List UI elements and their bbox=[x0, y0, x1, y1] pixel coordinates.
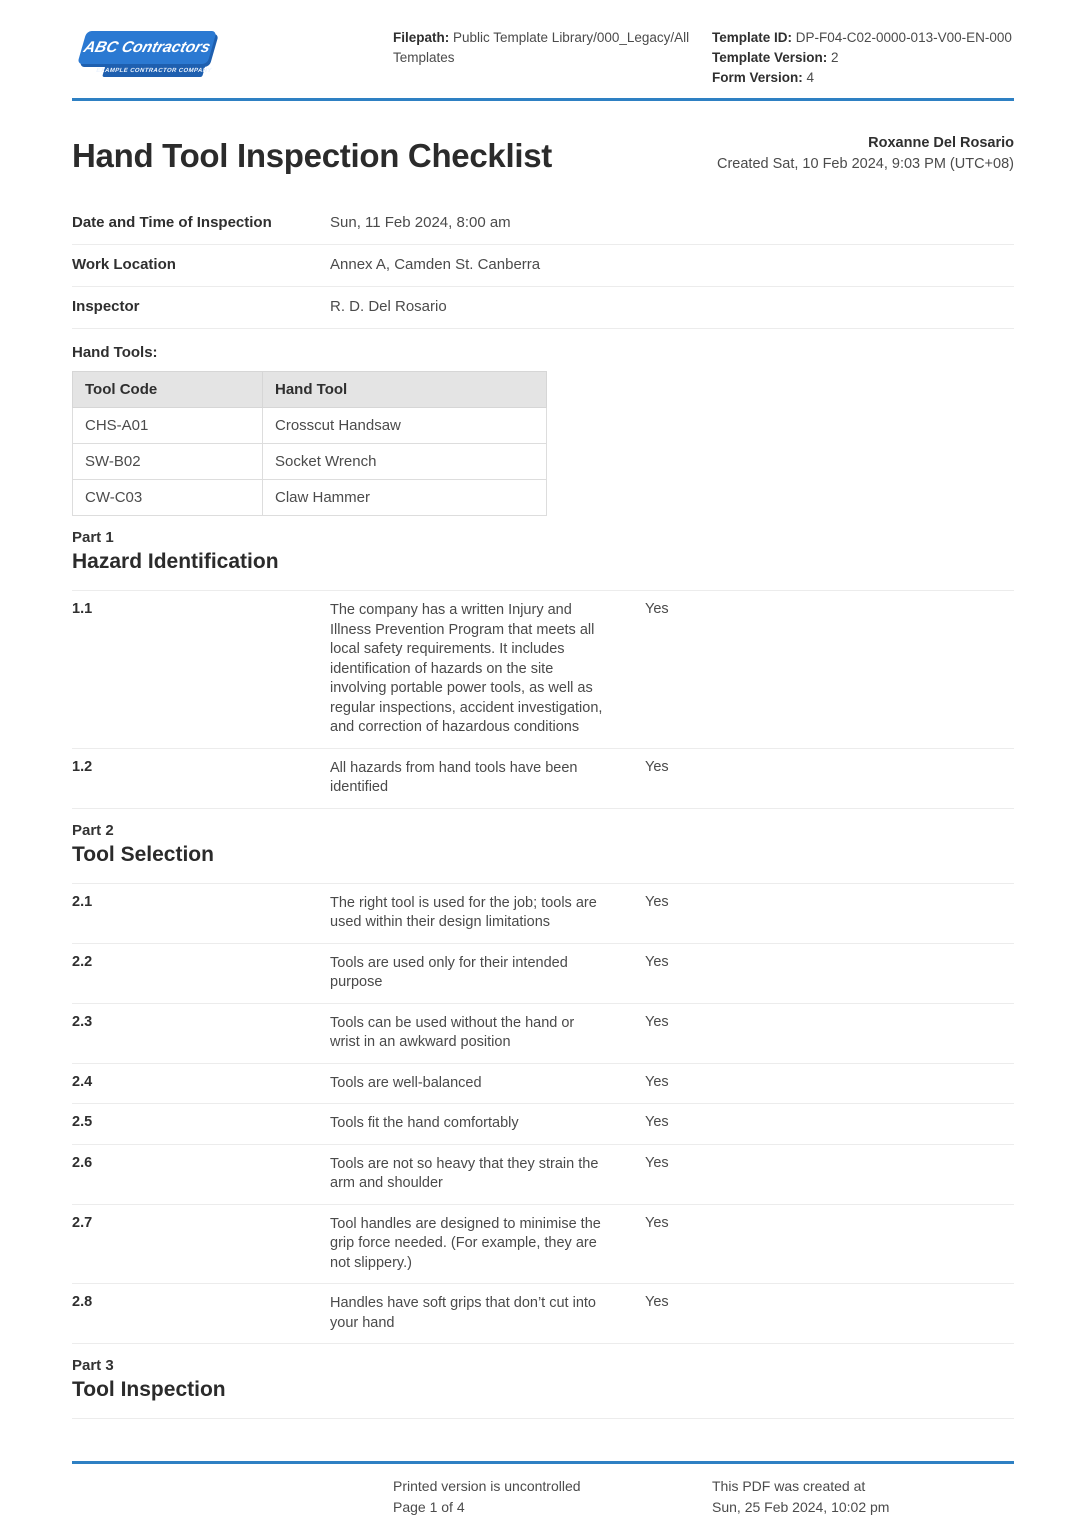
form-version-label: Form Version: bbox=[712, 70, 807, 85]
logo-subtitle: EXAMPLE CONTRACTOR COMPANY bbox=[95, 67, 213, 74]
hand-tools-table bbox=[72, 371, 547, 516]
table-column-header: Tool Code bbox=[73, 372, 263, 408]
item-number: 1.2 bbox=[72, 758, 93, 775]
item-answer: Yes bbox=[645, 1294, 669, 1310]
checklist-item bbox=[72, 591, 1014, 749]
checklist-item bbox=[72, 884, 1014, 944]
sections-container bbox=[72, 516, 1014, 1419]
item-number: 2.8 bbox=[72, 1294, 93, 1310]
table-body bbox=[73, 408, 547, 516]
item-answer: Yes bbox=[645, 953, 669, 970]
item-answer: Yes bbox=[645, 1013, 669, 1030]
item-number: 2.5 bbox=[72, 1114, 93, 1130]
part-label: Part 1 bbox=[72, 529, 114, 546]
table-cell: CW-C03 bbox=[73, 480, 263, 516]
document-header bbox=[72, 28, 1014, 88]
table-cell: Claw Hammer bbox=[263, 480, 547, 516]
item-question: Tools are used only for their intended purpose bbox=[330, 954, 568, 990]
section-head bbox=[72, 516, 1014, 591]
section-items bbox=[72, 591, 1014, 809]
item-question: Tool handles are designed to minimise the grip force needed. (For example, they are not slippery.) bbox=[330, 1215, 601, 1271]
logo-sub-banner bbox=[95, 64, 213, 77]
info-value: R. D. Del Rosario bbox=[330, 298, 447, 315]
item-number: 1.1 bbox=[72, 601, 93, 617]
info-value: Annex A, Camden St. Canberra bbox=[330, 256, 541, 273]
item-answer: Yes bbox=[645, 893, 669, 910]
item-question: Tools can be used without the hand or wrist in an awkward position bbox=[330, 1014, 575, 1050]
checklist-item bbox=[72, 1104, 1014, 1145]
info-value: Sun, 11 Feb 2024, 8:00 am bbox=[330, 214, 511, 231]
item-answer: Yes bbox=[645, 1073, 669, 1090]
item-number: 2.6 bbox=[72, 1154, 93, 1171]
hand-tools-label: Hand Tools: bbox=[72, 344, 158, 361]
checklist-item bbox=[72, 944, 1014, 1004]
info-label: Inspector bbox=[72, 298, 140, 315]
checklist-item bbox=[72, 1004, 1014, 1064]
item-answer: Yes bbox=[645, 1114, 669, 1130]
info-fields bbox=[72, 203, 1014, 329]
footer-left-column bbox=[393, 1476, 712, 1518]
author-name: Roxanne Del Rosario bbox=[868, 135, 1014, 151]
item-question: Handles have soft grips that don’t cut into your hand bbox=[330, 1295, 596, 1331]
info-label: Date and Time of Inspection bbox=[72, 214, 272, 231]
logo-title: ABC Contractors bbox=[81, 38, 213, 56]
template-meta-block bbox=[712, 28, 1014, 88]
logo-banner bbox=[77, 31, 216, 64]
part-label: Part 3 bbox=[72, 1357, 114, 1374]
template-version-label: Template Version: bbox=[712, 50, 832, 65]
filepath-value: Public Template Library/000_Legacy/All Templates bbox=[393, 30, 690, 65]
item-question: The right tool is used for the job; tools are used within their design limitations bbox=[330, 894, 597, 930]
created-timestamp: Created Sat, 10 Feb 2024, 9:03 PM (UTC+08) bbox=[716, 156, 1014, 172]
table-header-row bbox=[73, 372, 547, 408]
template-version-value: 2 bbox=[831, 50, 839, 65]
item-answer: Yes bbox=[645, 601, 669, 617]
checklist-section bbox=[72, 1344, 1014, 1419]
flex-spacer bbox=[72, 1419, 1014, 1461]
info-label: Work Location bbox=[72, 256, 176, 273]
section-head bbox=[72, 1344, 1014, 1419]
form-version-value: 4 bbox=[806, 70, 815, 85]
checklist-item bbox=[72, 1064, 1014, 1105]
checklist-item bbox=[72, 1145, 1014, 1205]
byline bbox=[717, 133, 1014, 175]
item-number: 2.7 bbox=[72, 1214, 93, 1231]
item-question: All hazards from hand tools have been identified bbox=[330, 759, 578, 795]
part-label: Part 2 bbox=[72, 821, 114, 839]
item-answer: Yes bbox=[645, 1214, 669, 1231]
table-cell: Socket Wrench bbox=[263, 444, 547, 480]
template-version-row bbox=[712, 48, 1014, 68]
filepath-label: Filepath: bbox=[393, 30, 453, 45]
table-row bbox=[73, 480, 547, 516]
checklist-section bbox=[72, 516, 1014, 809]
footer-created-label: This PDF was created at bbox=[712, 1478, 866, 1494]
item-number: 2.4 bbox=[72, 1073, 93, 1090]
footer-spacer-col bbox=[72, 1476, 393, 1518]
section-head bbox=[72, 809, 1014, 884]
table-row bbox=[73, 408, 547, 444]
footer-uncontrolled-note: Printed version is uncontrolled bbox=[393, 1478, 581, 1494]
item-question: The company has a written Injury and Illness Prevention Program that meets all local safety requirements. It includes identification of hazards on the site involving portable power tools, as well as regular inspections, accident investigation, and correction of hazardous conditions bbox=[330, 602, 603, 735]
document-footer bbox=[72, 1464, 1014, 1536]
footer-created-timestamp: Sun, 25 Feb 2024, 10:02 pm bbox=[712, 1499, 890, 1515]
template-id-label: Template ID: bbox=[712, 30, 796, 45]
item-question: Tools fit the hand comfortably bbox=[330, 1115, 519, 1131]
table-cell: SW-B02 bbox=[73, 444, 263, 480]
item-question: Tools are well-balanced bbox=[330, 1074, 482, 1091]
checklist-section bbox=[72, 809, 1014, 1345]
section-title: Tool Inspection bbox=[72, 1378, 226, 1401]
checklist-item bbox=[72, 749, 1014, 809]
section-title: Hazard Identification bbox=[72, 550, 279, 573]
table-cell: Crosscut Handsaw bbox=[263, 408, 547, 444]
template-id-value: DP-F04-C02-0000-013-V00-EN-000 bbox=[795, 30, 1012, 45]
item-number: 2.2 bbox=[72, 953, 93, 970]
info-row bbox=[72, 203, 1014, 245]
footer-right-column bbox=[712, 1476, 1014, 1518]
checklist-item bbox=[72, 1284, 1014, 1344]
template-id-row bbox=[712, 28, 1014, 48]
page-title: Hand Tool Inspection Checklist bbox=[72, 137, 552, 174]
table-row bbox=[73, 444, 547, 480]
title-row bbox=[72, 133, 1014, 175]
company-logo bbox=[72, 28, 232, 84]
item-number: 2.3 bbox=[72, 1013, 93, 1030]
item-answer: Yes bbox=[645, 1154, 669, 1171]
item-number: 2.1 bbox=[72, 893, 93, 910]
item-question: Tools are not so heavy that they strain the arm and shoulder bbox=[330, 1155, 599, 1191]
form-version-row bbox=[712, 68, 1014, 88]
item-answer: Yes bbox=[645, 758, 669, 775]
filepath-block bbox=[393, 28, 712, 68]
section-title: Tool Selection bbox=[72, 842, 214, 866]
header-divider-rule bbox=[72, 98, 1014, 101]
table-cell: CHS-A01 bbox=[73, 408, 263, 444]
info-row bbox=[72, 245, 1014, 287]
table-column-header: Hand Tool bbox=[263, 372, 547, 408]
footer-page-number: Page 1 of 4 bbox=[393, 1499, 465, 1515]
info-row bbox=[72, 287, 1014, 329]
checklist-item bbox=[72, 1205, 1014, 1285]
section-items bbox=[72, 884, 1014, 1345]
